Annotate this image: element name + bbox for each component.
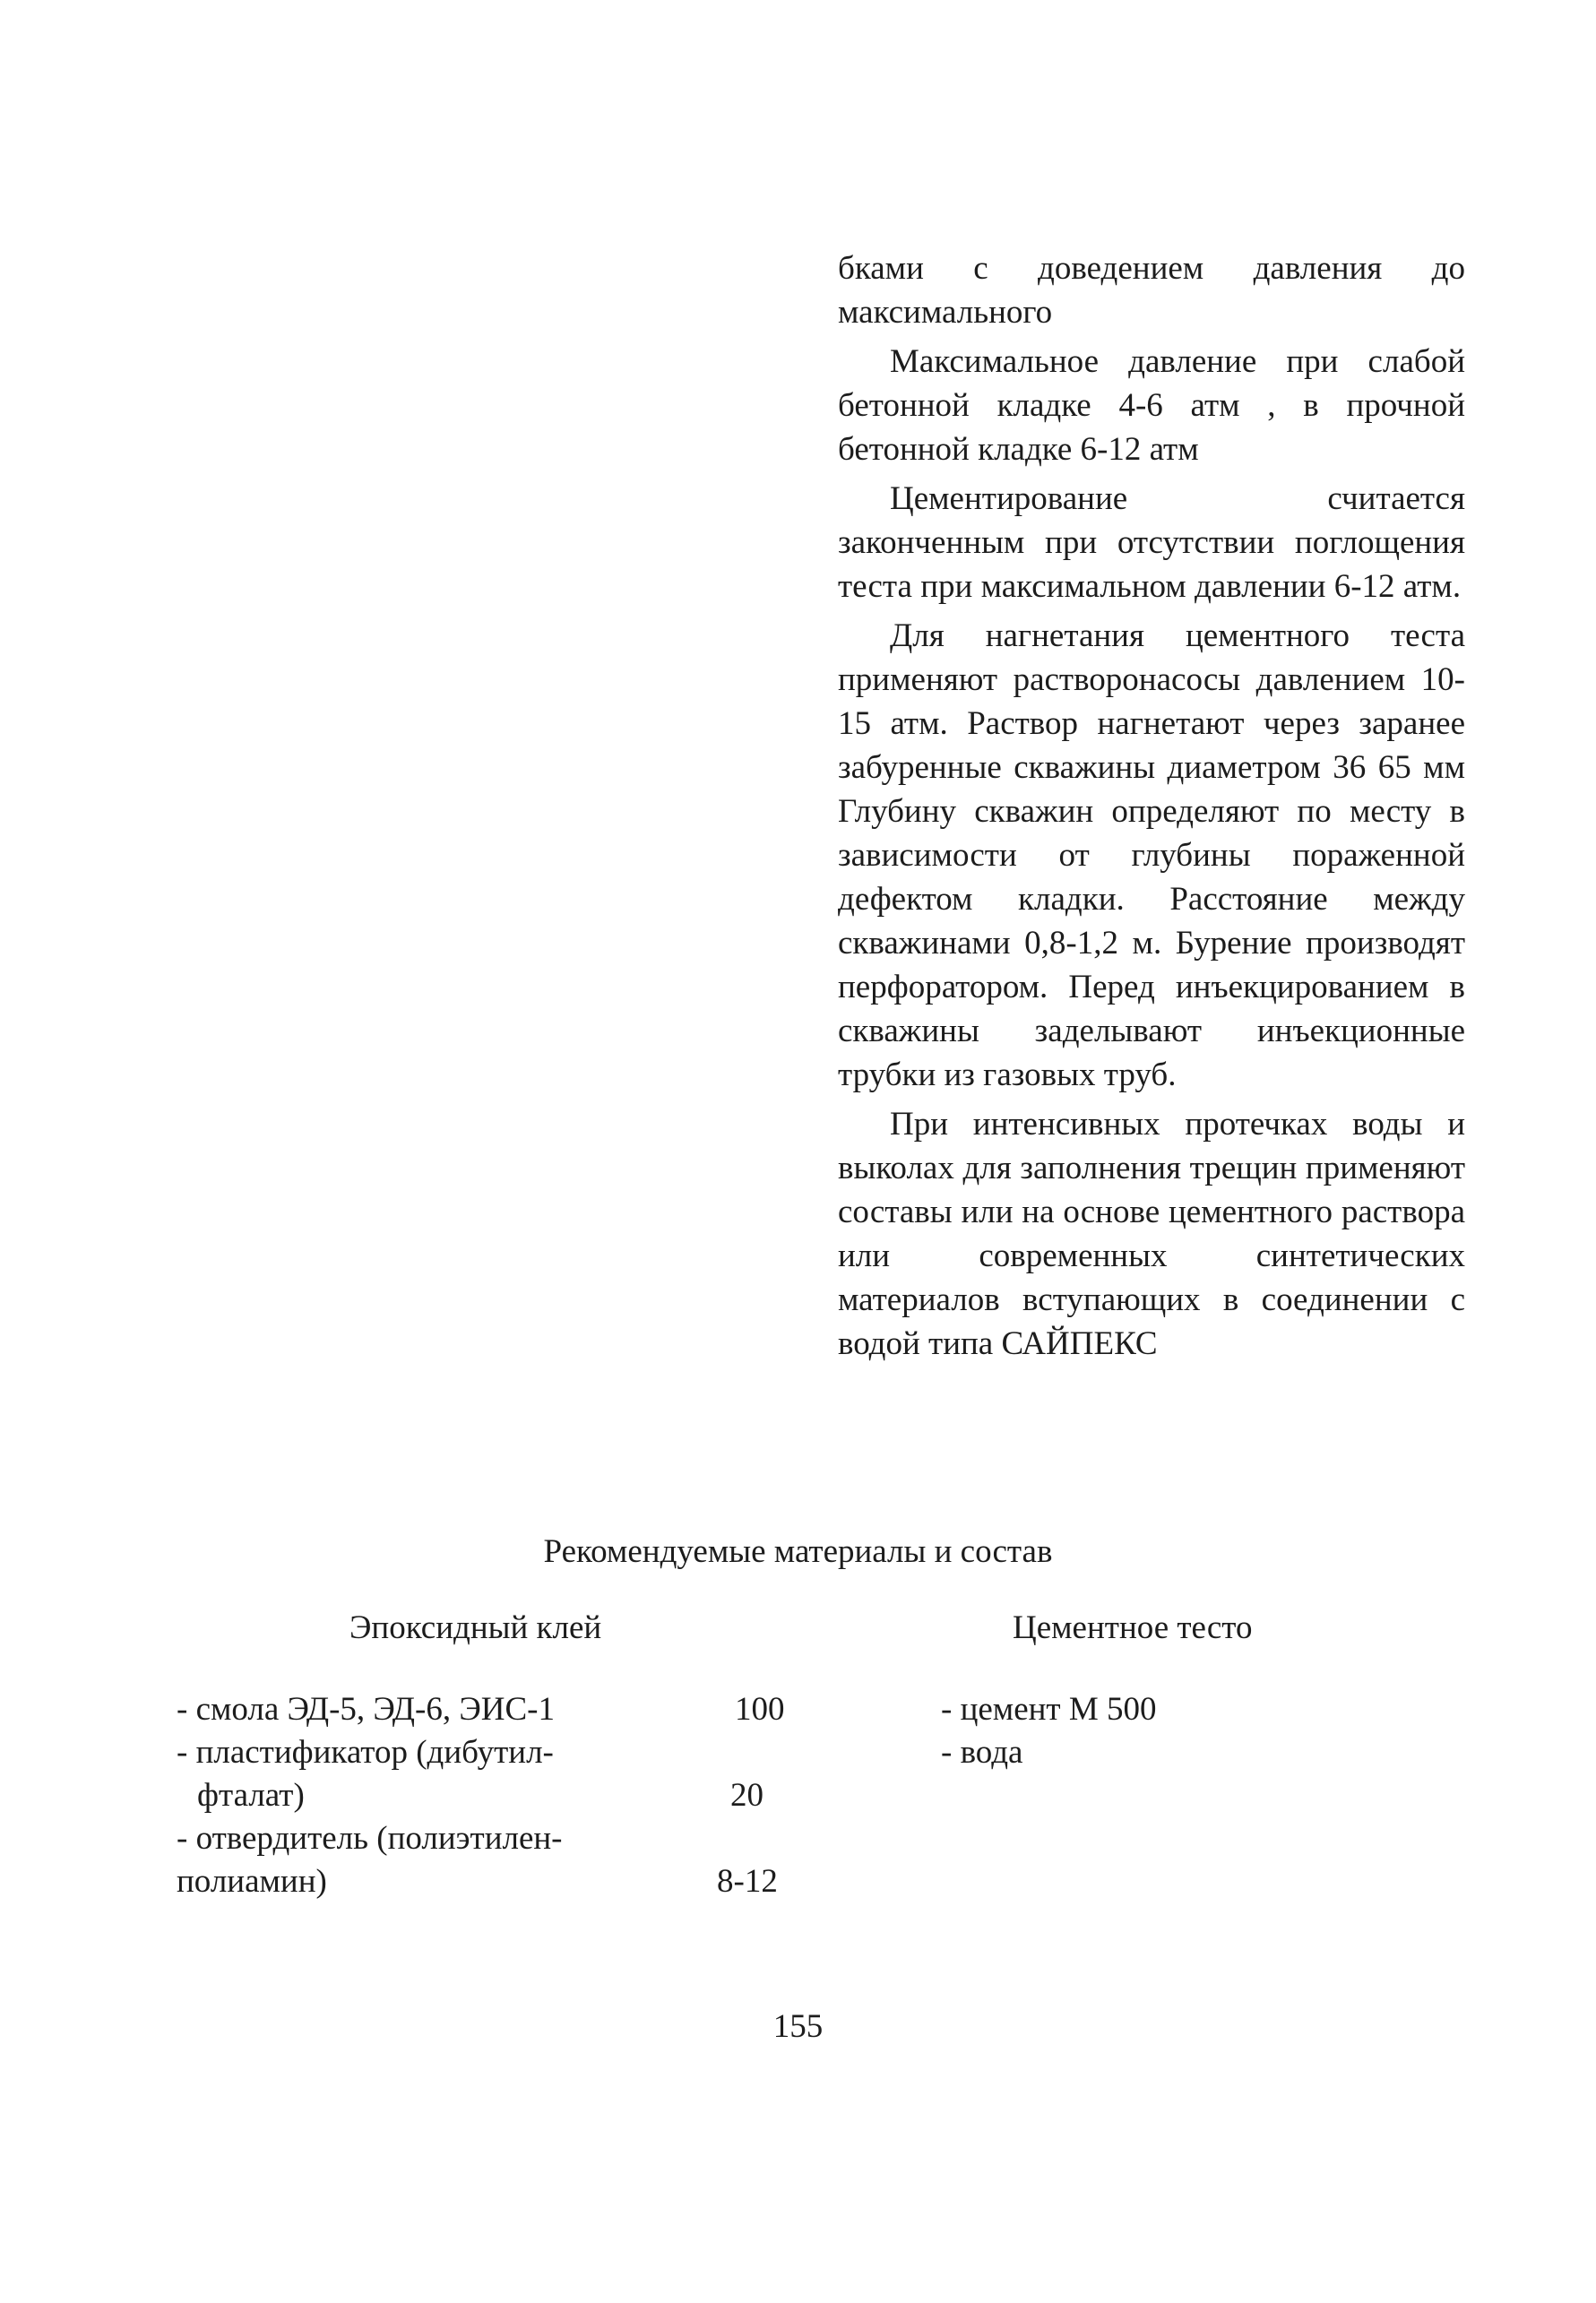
epoxy-item-line: полиамин) <box>177 1863 327 1900</box>
cement-heading: Цементное тесто <box>1013 1609 1253 1646</box>
epoxy-item-qty: 20 <box>730 1777 763 1814</box>
section-title: Рекомендуемые материалы и состав <box>543 1533 1053 1570</box>
epoxy-item-line: - пластификатор (дибутил- <box>177 1734 554 1771</box>
paragraph: Цементирование считается законченным при отсутствии поглощения теста при максимальном давлении 6-12 атм. <box>838 480 1465 605</box>
epoxy-item-line: - отвердитель (полиэтилен- <box>177 1820 563 1857</box>
cement-item-line: - цемент М 500 <box>941 1691 1157 1728</box>
epoxy-item-qty: 100 <box>735 1691 785 1728</box>
paragraph: При интенсивных протечках воды и выколах для заполнения трещин применяют составы или на основе цементного раствора или современных синтетических материалов вступающих в соединении с водой типа САЙПЕКС <box>838 1106 1465 1362</box>
paragraph: бками с доведением давления до максимального <box>838 250 1465 331</box>
epoxy-heading: Эпоксидный клей <box>349 1609 602 1646</box>
cement-item-line: - вода <box>941 1734 1023 1771</box>
epoxy-item-qty: 8-12 <box>717 1863 778 1900</box>
main-text-column <box>838 246 1465 1371</box>
epoxy-item-line: - смола ЭД-5, ЭД-6, ЭИС-1 <box>177 1691 555 1728</box>
epoxy-item-line: фталат) <box>197 1777 305 1814</box>
paragraph: Для нагнетания цементного теста применяют растворонасосы давлением 10-15 атм. Раствор нагнетают через заранее забуренные скважины диаметром 36 65 мм Глубину скважин определяют по месту в зависимости от глубины пораженной дефектом кладки. Расстояние между скважинами 0,8-1,2 м. Бурение производят перфоратором. Перед инъекцированием в скважины заделывают инъекционные трубки из газовых труб. <box>838 617 1465 1093</box>
paragraph: Максимальное давление при слабой бетонной кладке 4-6 атм , в прочной бетонной кладке 6-12 атм <box>838 343 1465 468</box>
page-number: 155 <box>772 2008 824 2045</box>
